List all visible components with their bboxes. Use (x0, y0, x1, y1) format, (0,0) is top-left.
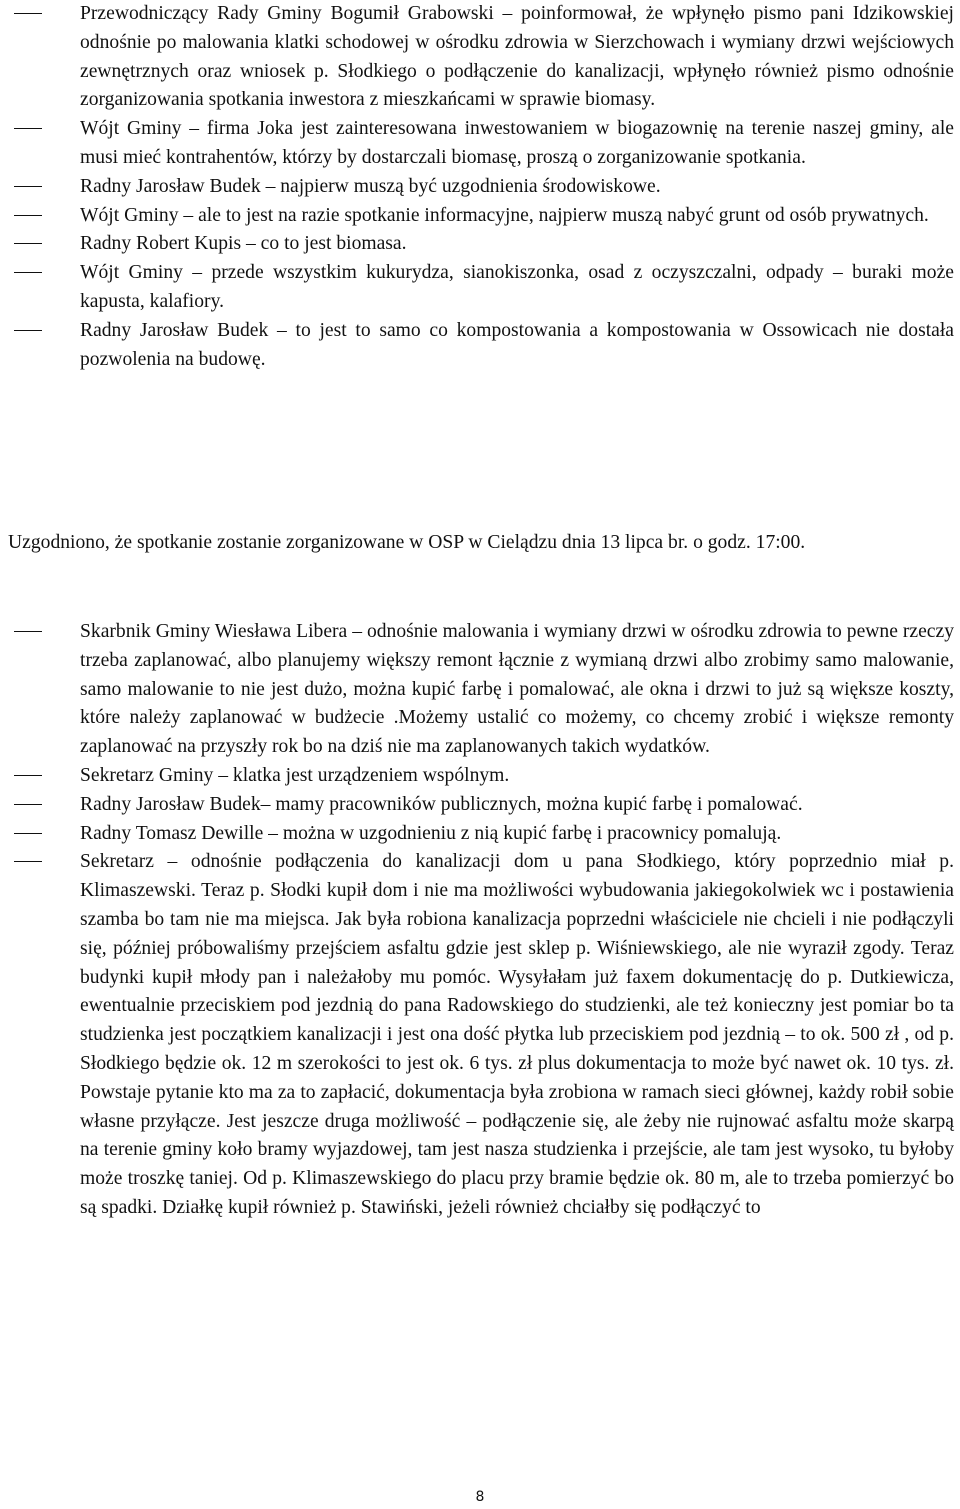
discussion-list-2 (8, 618, 954, 1223)
dash-bullet-icon (14, 631, 42, 632)
dash-bullet-icon (14, 215, 42, 216)
dash-bullet-icon (14, 833, 42, 834)
dash-bullet-icon (14, 330, 42, 331)
list-item (8, 173, 954, 202)
list-item (8, 618, 954, 762)
list-item-text: Wójt Gminy – firma Joka jest zainteresowana inwestowaniem w biogazownię na terenie naszej gminy, ale musi mieć kontrahentów, którzy by dostarczali biomasę, proszą o zorganizowanie spotkania. (80, 118, 954, 168)
list-item-text: Radny Tomasz Dewille – można w uzgodnieniu z nią kupić farbę i pracownicy pomalują. (80, 822, 782, 844)
dash-bullet-icon (14, 243, 42, 244)
list-item (8, 0, 954, 115)
discussion-list-1 (8, 0, 954, 374)
agreement-paragraph-block (8, 529, 954, 558)
list-item (8, 820, 954, 849)
list-item-text: Wójt Gminy – ale to jest na razie spotkanie informacyjne, najpierw muszą nabyć grunt od osób prywatnych. (80, 204, 929, 226)
list-item-text: Wójt Gminy – przede wszystkim kukurydza, sianokiszonka, osad z oczyszczalni, odpady – buraki może kapusta, kalafiory. (80, 262, 954, 312)
dash-bullet-icon (14, 861, 42, 862)
list-item-text: Radny Jarosław Budek – to jest to samo co kompostowania a kompostowania w Ossowicach nie dostała pozwolenia na budowę. (80, 319, 954, 370)
list-item (8, 848, 954, 1222)
list-item (8, 791, 954, 820)
agreement-paragraph: Uzgodniono, że spotkanie zostanie zorganizowane w OSP w Cielądzu dnia 13 lipca br. o godz. 17:00. (8, 532, 806, 553)
list-item (8, 115, 954, 173)
list-item-text: Przewodniczący Rady Gminy Bogumił Grabowski – poinformował, że wpłynęło pismo pani Idzikowskiej odnośnie po malowania klatki schodowej w ośrodku zdrowia w Sierzchowach i wymiany drzwi wejściowych zewnętrznych oraz wniosek p. Słodkiego o podłączenie do kanalizacji, wpłynęło również pismo odnośnie zorganizowania spotkania inwestora z mieszkańcami w sprawie biomasy. (80, 3, 954, 111)
list-item-text: Skarbnik Gminy Wiesława Libera – odnośnie malowania i wymiany drzwi w ośrodku zdrowia to pewne rzeczy trzeba zaplanować, albo planujemy większy remont łącznie z wymianą drzwi albo zrobimy samo malowanie, samo malowanie to nie jest dużo, można kupić farbę i pomalować, ale okna i drzwi to już są większe koszty, które należy zaplanować w budżecie .Możemy ustalić co możemy, co chcemy zrobić i większe remonty zaplanować na przyszły rok bo na dziś nie ma zaplanowanych takich wydatków. (80, 621, 954, 758)
list-item-text: Radny Jarosław Budek– mamy pracowników publicznych, można kupić farbę i pomalować. (80, 793, 803, 815)
list-item (8, 230, 954, 259)
dash-bullet-icon (14, 804, 42, 805)
list-item-text: Sekretarz Gminy – klatka jest urządzeniem wspólnym. (80, 764, 510, 786)
list-item-text: Sekretarz – odnośnie podłączenia do kanalizacji dom u pana Słodkiego, który poprzednio miał p. Klimaszewski. Teraz p. Słodki kupił dom i nie ma możliwości wybudowania jakiegokolwiek wc i postawienia szamba bo tam nie ma miejsca. Jak była robiona kanalizacja poprzedni właściciele nie chcieli i nie podłączyli się, później próbowaliśmy przejściem asfaltu gdzie jest sklep p. Wiśniewskiego, ale nie wyraził zgody. Teraz budynki kupił młody pan i należałoby mu pomóc. Wysyłałam już faxem dokumentację do p. Dutkiewicza, ewentualnie przeciskiem pod jezdnią do pana Radowskiego do studzienki, ale też konieczny jest pomiar bo ta studzienka jest początkiem kanalizacji i jest ona dość płytka lub przeciskiem pod jezdnią – to ok. 500 zł , od p. Słodkiego będzie ok. 12 m szerokości to jest ok. 6 tys. zł plus dokumentacja to może być nawet ok. 10 tys. zł. Powstaje pytanie kto ma za to zapłacić, dokumentacja była zrobiona w ramach sieci głównej, każdy robił sobie własne przyłącze. Jest jeszcze druga możliwość – podłączenie się, ale żeby nie rujnować asfaltu może skarpą na terenie gminy koło bramy wyjazdowej, tam jest nasza studzienka i przejście, ale tam jest wysoko, tu byłoby może troszkę taniej. Od p. Klimaszewskiego do placu przy bramie będzie ok. 80 m, ale to trzeba pomierzyć bo są spadki. Działkę kupił również p. Stawiński, jeżeli również chciałby się podłączyć to (80, 851, 954, 1218)
dash-bullet-icon (14, 186, 42, 187)
list-item (8, 317, 954, 375)
list-item-text: Radny Jarosław Budek – najpierw muszą być uzgodnienia środowiskowe. (80, 175, 661, 197)
list-item (8, 259, 954, 317)
dash-bullet-icon (14, 775, 42, 776)
list-item-text: Radny Robert Kupis – co to jest biomasa. (80, 233, 407, 255)
page-number: 8 (475, 1489, 485, 1505)
dash-bullet-icon (14, 272, 42, 273)
list-item (8, 762, 954, 791)
dash-bullet-icon (14, 128, 42, 129)
dash-bullet-icon (14, 13, 42, 14)
list-item (8, 202, 954, 231)
